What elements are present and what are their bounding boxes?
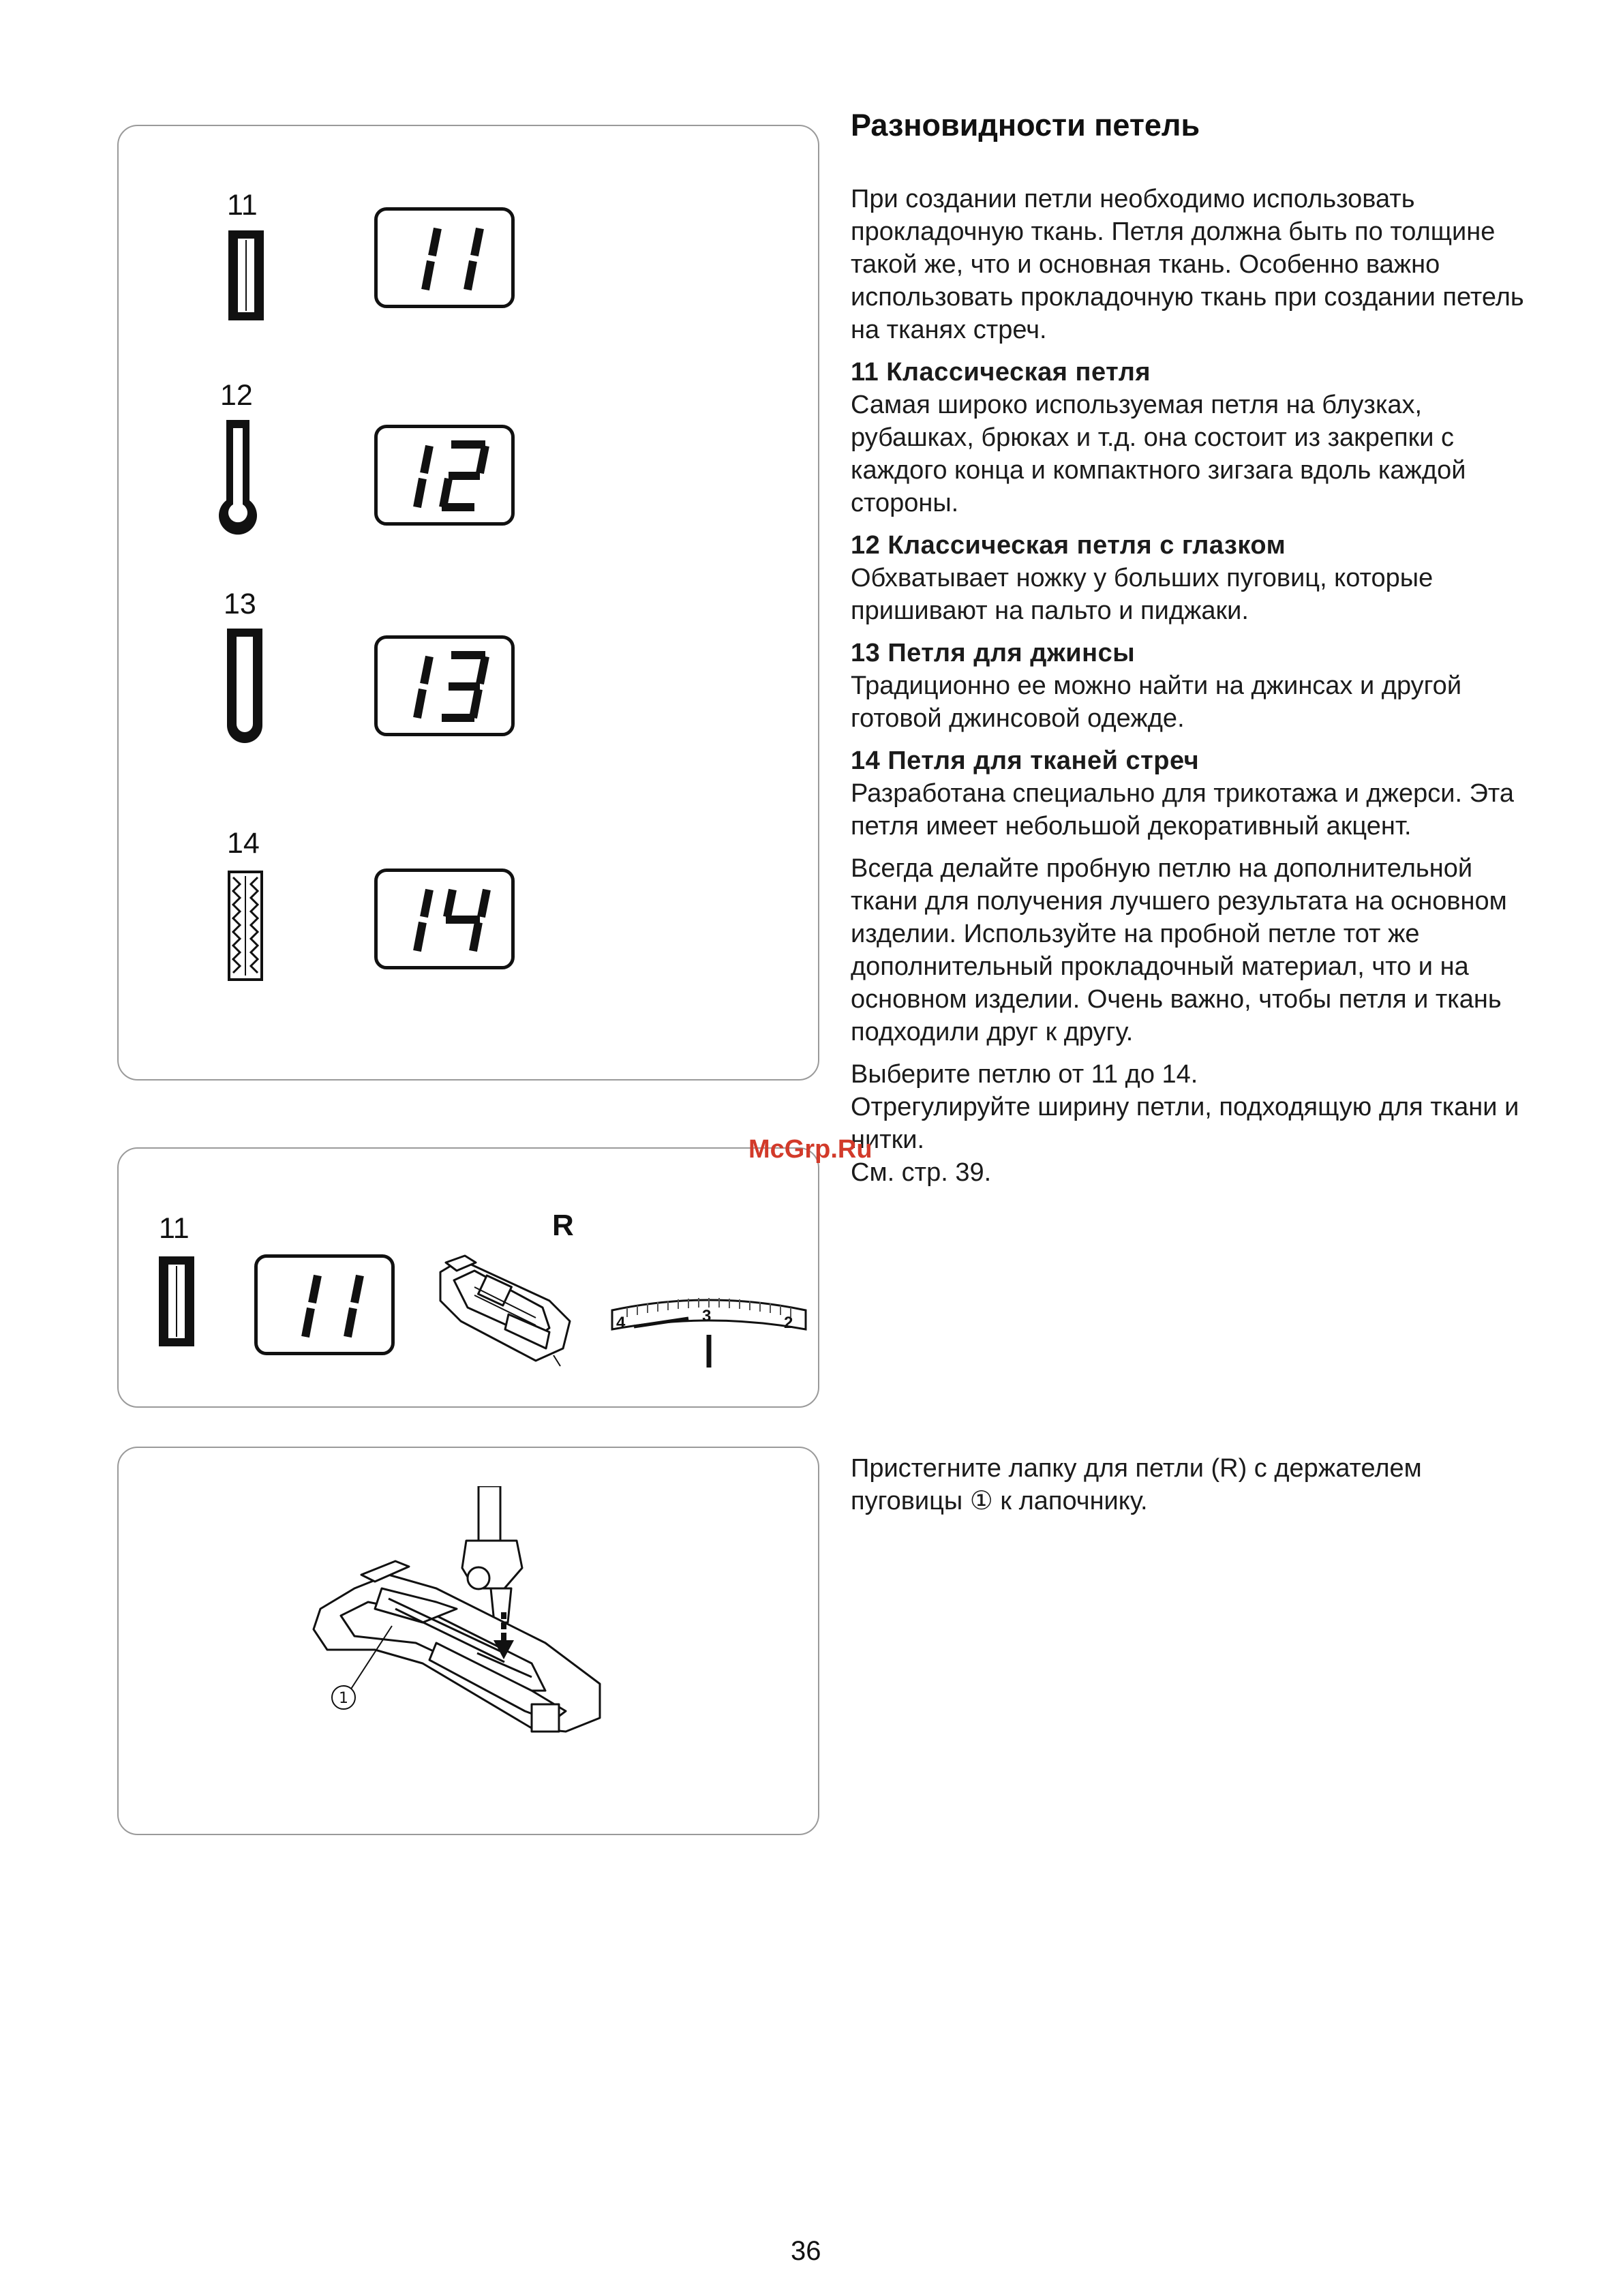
lcd-display-13 [374, 635, 515, 736]
dial-number-2: 2 [784, 1314, 793, 1332]
type-14-block [851, 744, 1539, 843]
lcd-display-11 [374, 207, 515, 308]
type-13-text: Традиционно ее можно найти на джинсах и другой готовой джинсовой одежде. [851, 671, 1462, 733]
type-11-text: Самая широко используемая петля на блузках, рубашках, брюках и т.д. она состоит из закрепки с каждого конца и компактного зигзага вдоль каждой стороны. [851, 391, 1466, 517]
dial-number-3: 3 [702, 1307, 712, 1325]
select-line-1: Выберите петлю от 11 до 14. [851, 1060, 1198, 1089]
buttonhole-13-icon [227, 629, 262, 743]
page-title: Разновидности петель [851, 108, 1200, 142]
watermark: McGrp.Ru [748, 1135, 873, 1164]
buttonhole-foot-small-icon [434, 1253, 577, 1369]
buttonhole-11-icon [228, 230, 264, 320]
type-13-block [851, 637, 1539, 735]
type-11-block [851, 356, 1539, 519]
width-dial-icon [607, 1287, 811, 1376]
select-instructions [851, 1058, 1539, 1189]
type-13-heading: 13 Петля для джинсы [851, 639, 1136, 667]
label-12: 12 [220, 379, 253, 412]
type-12-text: Обхватывает ножку у больших пуговиц, которые пришивают на пальто и пиджаки. [851, 564, 1434, 625]
buttonhole-12-icon [217, 420, 259, 537]
type-12-heading: 12 Классическая петля с глазком [851, 531, 1286, 560]
type-14-heading: 14 Петля для тканей стреч [851, 746, 1200, 775]
label-11: 11 [227, 189, 258, 222]
type-12-block [851, 529, 1539, 627]
lcd-display-12 [374, 425, 515, 526]
page-number: 36 [791, 2236, 821, 2266]
text-column [851, 183, 1539, 1198]
dial-number-4: 4 [616, 1314, 626, 1332]
label-13: 13 [224, 588, 256, 620]
buttonhole-14-icon [228, 871, 263, 981]
type-14-text: Разработана специально для трикотажа и джерси. Эта петля имеет небольшой декоративный акцент. [851, 779, 1515, 841]
buttonhole-11-small-icon [159, 1256, 194, 1346]
lcd-display-selected [254, 1254, 395, 1355]
foot-r-label: R [552, 1209, 574, 1242]
attach-foot-illustration [300, 1486, 613, 1772]
attach-instruction: Пристегните лапку для петли (R) с держателем пуговицы ① к лапочнику. [851, 1454, 1422, 1515]
intro-paragraph: При создании петли необходимо использовать прокладочную ткань. Петля должна быть по толщине такой же, что и основная ткань. Особенно важно использовать прокладочную ткань при создании петель на тканях стреч. [851, 185, 1524, 344]
lcd-display-14 [374, 868, 515, 969]
select-line-2: Отрегулируйте ширину петли, подходящую для ткани и нитки. [851, 1093, 1519, 1154]
type-11-heading: 11 Классическая петля [851, 358, 1151, 387]
panel2-label-11: 11 [159, 1212, 189, 1245]
advice-paragraph: Всегда делайте пробную петлю на дополнительной ткани для получения лучшего результата на основном изделии. Используйте на пробной петле тот же дополнительный прокладочный материал, что и на основном изделии. Очень важно, чтобы петля и ткань подходили друг к другу. [851, 854, 1507, 1046]
select-line-3: См. стр. 39. [851, 1158, 992, 1187]
label-14: 14 [227, 827, 260, 860]
svg-text:1: 1 [339, 1690, 348, 1707]
